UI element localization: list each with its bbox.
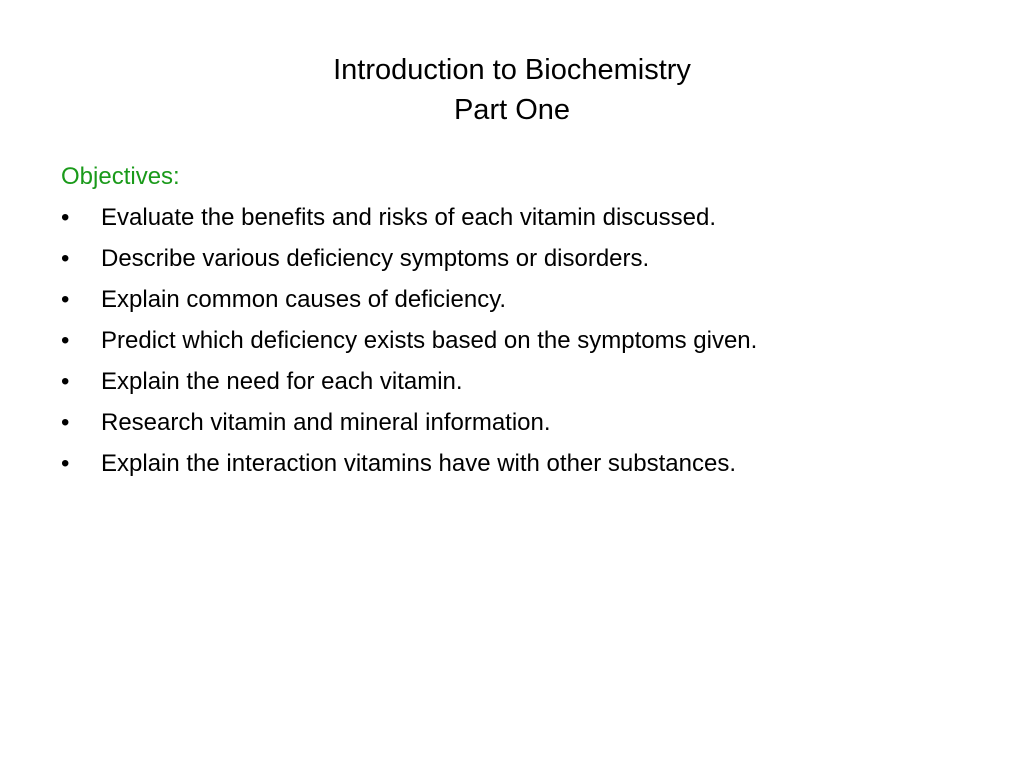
title-line-2: Part One [453, 94, 571, 126]
bullet-icon: • [61, 245, 70, 272]
bullet-icon: • [61, 450, 70, 477]
bullet-icon: • [61, 286, 70, 313]
bullet-icon: • [61, 327, 70, 354]
slide-title [0, 50, 1024, 130]
objectives-heading: Objectives: [61, 163, 180, 190]
objective-text: Explain common causes of deficiency. [101, 286, 507, 313]
objective-text: Explain the interaction vitamins have with other substances. [101, 450, 737, 477]
objective-text: Explain the need for each vitamin. [101, 368, 463, 395]
objective-text: Research vitamin and mineral information. [101, 409, 551, 436]
bullet-icon: • [61, 409, 70, 436]
bullet-icon: • [61, 204, 70, 231]
bullet-icon: • [61, 368, 70, 395]
title-line-1: Introduction to Biochemistry [333, 54, 691, 86]
objective-text: Evaluate the benefits and risks of each vitamin discussed. [101, 204, 716, 231]
objective-text: Predict which deficiency exists based on the symptoms given. [101, 327, 758, 354]
objective-text: Describe various deficiency symptoms or disorders. [101, 245, 650, 272]
